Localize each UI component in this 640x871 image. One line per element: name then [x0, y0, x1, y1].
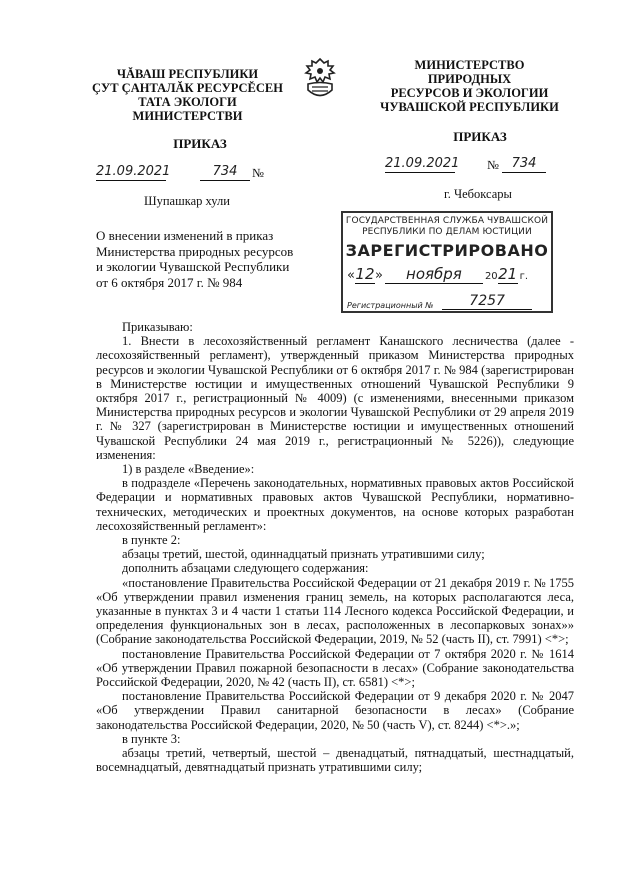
document-title	[96, 228, 336, 290]
date-right: 21.09.2021	[385, 156, 460, 171]
stamp-line-1: ГОСУДАРСТВЕННАЯ СЛУЖБА ЧУВАШСКОЙ	[345, 216, 549, 226]
body-paragraph: постановление Правительства Российской Федерации от 9 декабря 2020 г. № 2047 «Об утверждении Правил санитарной безопасности в лесах» (Собрание законодательства Российской Федерации, 2020, № 50 (часть V), ст. 8244) <*>.»;	[96, 689, 574, 732]
header-left-line3: ТАТА ЭКОЛОГИ	[138, 95, 237, 109]
body-paragraph: 1. Внести в лесохозяйственный регламент Канашского лесничества (далее - лесохозяйственный регламент), утвержденный приказом Министерства природных ресурсов и экологии Чувашской Республики от 6 октября 2017 г. № 984 (зарегистрирован в Министерстве юстиции и имущественных отношений Чувашской Республики 9 октября 2017 г., регистрационный № 4009) (с изменениями, внесенными приказом Министерства природных ресурсов и экологии Чувашской Республики от 29 апреля 2019 г. № 327 (зарегистрирован в Министерстве юстиции и имущественных отношений Чувашской Республики 24 мая 2019 г., регистрационный № 5226)), следующие изменения:	[96, 334, 574, 462]
coat-of-arms-emblem	[300, 57, 340, 103]
stamp-day: 12	[355, 265, 375, 283]
city-left: Шупашкар хули	[144, 194, 230, 208]
body-paragraph: абзацы третий, шестой, одиннадцатый признать утратившими силу;	[122, 547, 485, 562]
body-paragraph: 1) в разделе «Введение»:	[122, 462, 255, 477]
number-sign-left: №	[252, 166, 264, 180]
header-right-line3: РЕСУРСОВ И ЭКОЛОГИИ	[390, 86, 549, 100]
header-right-line2: ПРИРОДНЫХ	[427, 72, 512, 86]
header-right-line4: ЧУВАШСКОЙ РЕСПУБЛИКИ	[380, 100, 559, 114]
prikaz-label-right: ПРИКАЗ	[453, 129, 507, 144]
body-paragraph: в подразделе «Перечень законодательных, нормативных правовых актов Российской Федерации и нормативных правовых актов Чувашской Республики, нормативно-технических, методических и проектных документов, на основе которых разработан лесохозяйственный регламент»:	[96, 476, 574, 533]
stamp-header	[343, 216, 551, 238]
body-paragraph: «постановление Правительства Российской Федерации от 21 декабря 2019 г. № 1755 «Об утверждении правил изменения границ земель, на которых располагаются леса, указанные в пунктах 3 и 4 части 1 статьи 114 Лесного кодекса Российской Федерации, и определения функциональных зон в лесах, расположенных в лесопарковых зонах»» (Собрание законодательства Российской Федерации, 2019, № 52 (часть II), ст. 7991) <*>;	[96, 575, 574, 647]
body-paragraph: в пункте 2:	[122, 533, 181, 548]
header-left-line1: ЧĂВАШ РЕСПУБЛИКИ	[116, 67, 259, 81]
body-paragraph: абзацы третий, четвертый, шестой – двенадцатый, пятнадцатый, шестнадцатый, восемнадцатый, девятнадцатый признать утратившими силу;	[96, 746, 574, 775]
title-line-1: О внесении изменений в приказ	[96, 228, 274, 243]
header-left-line4: МИНИСТЕРСТВИ	[132, 109, 243, 123]
document-body	[96, 320, 574, 775]
registration-stamp	[341, 211, 553, 313]
stamp-date-row: «12» ноября 2021 г.	[347, 265, 529, 283]
body-paragraph: дополнить абзацами следующего содержания:	[122, 561, 369, 576]
prikaz-label-left: ПРИКАЗ	[173, 136, 227, 151]
date-left: 21.09.2021	[96, 164, 171, 179]
number-sign-right: №	[487, 158, 499, 172]
header-right	[362, 58, 577, 114]
body-paragraph: Приказываю:	[122, 320, 193, 334]
header-right-line1: МИНИСТЕРСТВО	[414, 58, 525, 72]
stamp-year-end: г.	[519, 271, 529, 282]
number-right: 734	[502, 156, 546, 173]
stamp-year-suffix: 21	[498, 265, 518, 283]
city-right: г. Чебоксары	[444, 187, 512, 201]
header-left-line2: ÇУТ ÇАНТАЛĂК РЕСУРСĔСЕН	[92, 81, 283, 95]
stamp-line-2: РЕСПУБЛИКИ ПО ДЕЛАМ ЮСТИЦИИ	[362, 227, 532, 237]
stamp-reg-row	[347, 293, 547, 309]
header-left	[80, 67, 295, 123]
body-paragraph: в пункте 3:	[122, 731, 181, 746]
stamp-reg-label: Регистрационный №	[347, 301, 434, 310]
stamp-year-prefix: 20	[484, 271, 498, 282]
stamp-reg-number: 7257	[442, 293, 532, 310]
number-left: 734	[200, 164, 250, 181]
body-paragraph: постановление Правительства Российской Федерации от 7 октября 2020 г. № 1614 «Об утверждении Правил пожарной безопасности в лесах» (Собрание законодательства Российской Федерации, 2020, № 42 (часть II), ст. 6581) <*>;	[96, 646, 574, 690]
title-line-2: Министерства природных ресурсов	[96, 243, 294, 259]
title-line-3: и экологии Чувашской Республики	[96, 259, 290, 274]
stamp-month: ноября	[385, 265, 483, 284]
title-line-4: от 6 октября 2017 г. № 984	[96, 274, 243, 290]
stamp-registered: ЗАРЕГИСТРИРОВАНО	[345, 241, 549, 260]
